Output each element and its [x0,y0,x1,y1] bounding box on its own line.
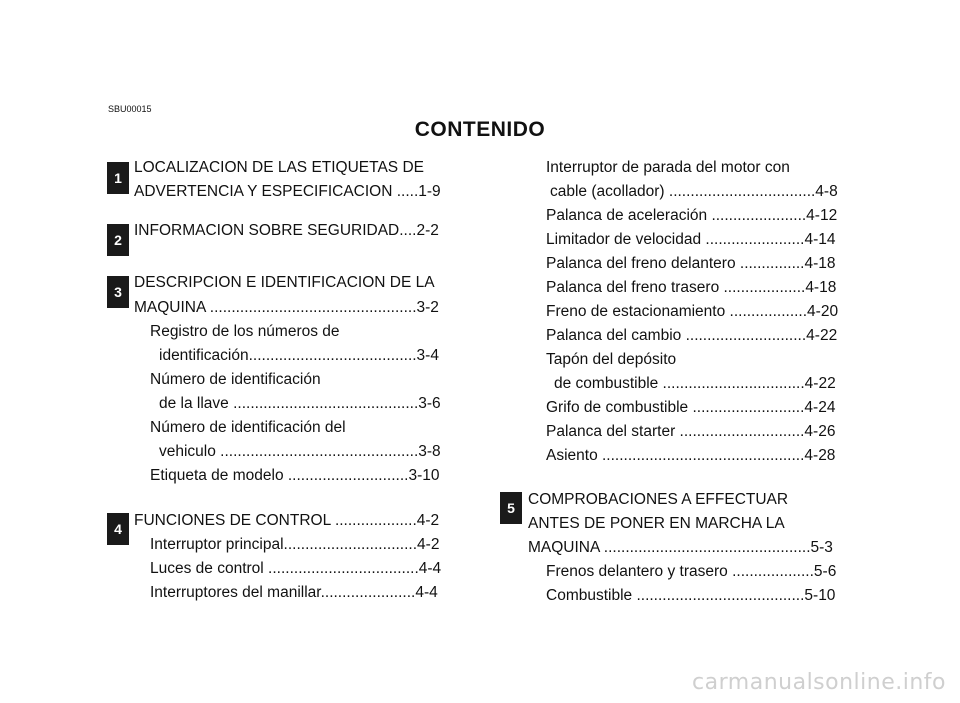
toc-entry: Combustible .......................................5-10 [546,587,836,604]
section-tab-1: 1 [107,162,129,194]
toc-entry: Número de identificación del [150,419,346,436]
section-tab-2: 2 [107,224,129,256]
toc-heading: LOCALIZACION DE LAS ETIQUETAS DE [134,159,424,176]
toc-entry: Asiento ...............................................4-28 [546,447,836,464]
watermark-text: carmanualsonline.info [692,670,946,695]
page-title: CONTENIDO [414,118,546,141]
toc-heading: COMPROBACIONES A EFFECTUAR [528,491,789,508]
section-tab-4: 4 [107,513,129,545]
toc-entry: Palanca de aceleración ......................4-12 [546,207,838,224]
toc-entry: Registro de los números de [150,323,340,340]
toc-heading: ADVERTENCIA Y ESPECIFICACION .....1-9 [134,183,441,200]
toc-entry: de combustible .................................4-22 [554,375,836,392]
toc-entry: Palanca del starter .............................4-26 [546,423,836,440]
toc-entry: cable (acollador) ..................................4-8 [550,183,838,200]
section-tab-3: 3 [107,276,129,308]
toc-entry: Tapón del depósito [546,351,677,368]
toc-entry: Interruptor principal...............................4-2 [150,536,440,553]
document-code: SBU00015 [108,104,152,114]
toc-heading: MAQUINA ................................................3-2 [134,299,439,316]
toc-entry: Palanca del freno delantero ...............4-18 [546,255,836,272]
toc-entry: Grifo de combustible ..........................4-24 [546,399,836,416]
toc-entry: Frenos delantero y trasero ...................5-6 [546,563,837,580]
toc-entry: Etiqueta de modelo ............................3-10 [150,467,440,484]
section-tab-5: 5 [500,492,522,524]
toc-heading: FUNCIONES DE CONTROL ...................4-2 [134,512,440,529]
toc-heading: DESCRIPCION E IDENTIFICACION DE LA [134,274,435,291]
toc-heading: ANTES DE PONER EN MARCHA LA [528,515,785,532]
toc-entry: Palanca del freno trasero ...................4-18 [546,279,837,296]
toc-entry: Interruptores del manillar......................4-4 [150,584,438,601]
toc-entry: Luces de control ...................................4-4 [150,560,442,577]
toc-entry: de la llave ...........................................3-6 [159,395,441,412]
toc-entry: Freno de estacionamiento ..................4-20 [546,303,839,320]
toc-entry: Limitador de velocidad .......................4-14 [546,231,836,248]
toc-heading: MAQUINA ................................................5-3 [528,539,833,556]
toc-heading: INFORMACION SOBRE SEGURIDAD....2-2 [134,222,439,239]
toc-entry: Interruptor de parada del motor con [546,159,790,176]
toc-entry: Número de identificación [150,371,321,388]
toc-entry: vehiculo ..............................................3-8 [159,443,441,460]
toc-entry: identificación.......................................3-4 [159,347,439,364]
toc-entry: Palanca del cambio ............................4-22 [546,327,838,344]
